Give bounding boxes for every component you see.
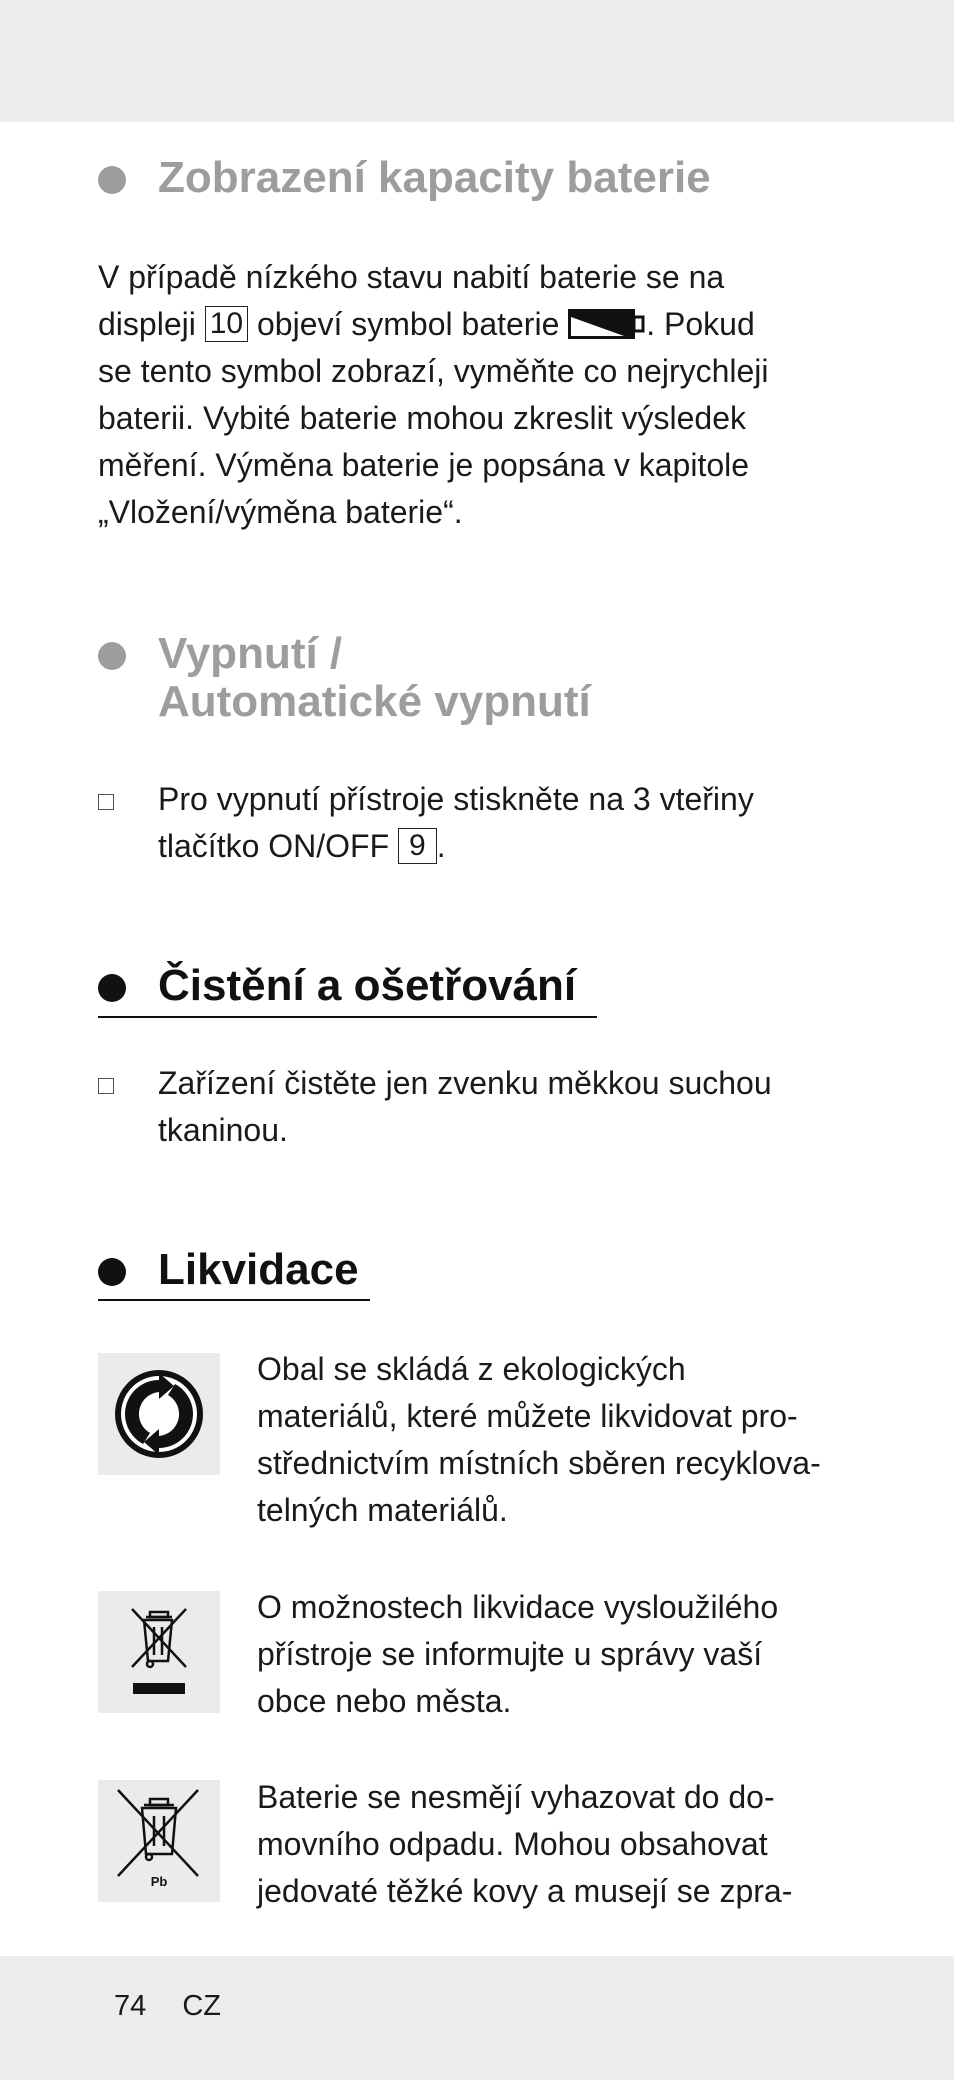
para-text: objeví symbol baterie [256,306,560,342]
heading-battery-capacity [98,154,711,202]
paragraph-battery [98,254,769,536]
text-line: Obal se skládá z ekologických [257,1351,686,1387]
weee-icon-box [98,1591,220,1713]
text-line: jedovaté těžké kovy a musejí se zpra- [257,1873,793,1909]
para-line: baterii. Vybité baterie mohou zkreslit výsledek [98,400,746,436]
heading-underline [98,1016,597,1018]
heading-shutdown-text [158,630,591,726]
button-ref-box: 9 [398,828,437,864]
page-footer [114,1990,249,2023]
battery-disposal-text [257,1774,792,1915]
packaging-text [257,1346,821,1534]
heading-line: Automatické vypnutí [158,677,591,726]
cleaning-instruction [98,1060,772,1154]
text-line: O možnostech likvidace vysloužilého [257,1589,779,1625]
para-line: se tento symbol zobrazí, vyměňte co nejrychleji [98,353,769,389]
heading-shutdown [98,630,591,726]
heading-battery-capacity-text: Zobrazení kapacity baterie [158,153,711,202]
instruction-text-part: tlačítko ON/OFF [158,828,390,864]
battery-bin-icon-box [98,1780,220,1902]
instruction-line: Zařízení čistěte jen zvenku měkkou suchou [158,1065,772,1101]
device-disposal-text [257,1584,778,1725]
para-line [98,301,769,348]
crossed-battery-bin-icon [98,1780,220,1902]
heading-disposal-text: Likvidace [158,1245,359,1294]
top-band [0,0,954,122]
pb-label: Pb [150,1874,168,1889]
text-line: materiálů, které můžete likvidovat pro- [257,1398,798,1434]
text-line: obce nebo města. [257,1683,512,1719]
heading-cleaning [98,962,576,1010]
para-line: „Vložení/výměna baterie“. [98,494,463,530]
instruction-line: tkaninou. [158,1112,288,1148]
display-ref-box: 10 [205,306,248,342]
para-line: V případě nízkého stavu nabití baterie se na [98,259,725,295]
instruction-line [158,823,754,870]
page-number: 74 [114,1990,147,2022]
text-line: přístroje se informujte u správy vaší [257,1636,763,1672]
text-line: střednictvím místních sběren recyklova- [257,1445,821,1481]
text-line: Baterie se nesmějí vyhazovat do do- [257,1779,775,1815]
crossed-bin-icon [98,1591,220,1713]
heading-cleaning-text: Čistění a ošetřování [158,961,577,1010]
instruction-text-part: . [436,828,446,864]
recycling-icon-box [98,1353,220,1475]
battery-low-icon [568,309,646,339]
shutdown-instruction [98,776,754,870]
heading-bullet-icon [98,1258,126,1286]
para-text: . Pokud [646,306,755,342]
heading-line: Vypnutí / [158,629,343,678]
language-code: CZ [182,1990,221,2022]
heading-bullet-icon [98,974,126,1002]
instruction-text [158,776,754,870]
instruction-text [158,1060,772,1154]
text-line: telných materiálů. [257,1492,508,1528]
heading-disposal [98,1246,359,1294]
checkbox-bullet-icon [98,794,114,810]
heading-bullet-icon [98,166,126,194]
instruction-line: Pro vypnutí přístroje stiskněte na 3 vteřiny [158,781,754,817]
heading-underline [98,1299,370,1301]
para-text: displeji [98,306,196,342]
text-line: movního odpadu. Mohou obsahovat [257,1826,768,1862]
green-dot-recycling-icon [98,1353,220,1475]
checkbox-bullet-icon [98,1078,114,1094]
heading-bullet-icon [98,642,126,670]
para-line: měření. Výměna baterie je popsána v kapitole [98,447,750,483]
